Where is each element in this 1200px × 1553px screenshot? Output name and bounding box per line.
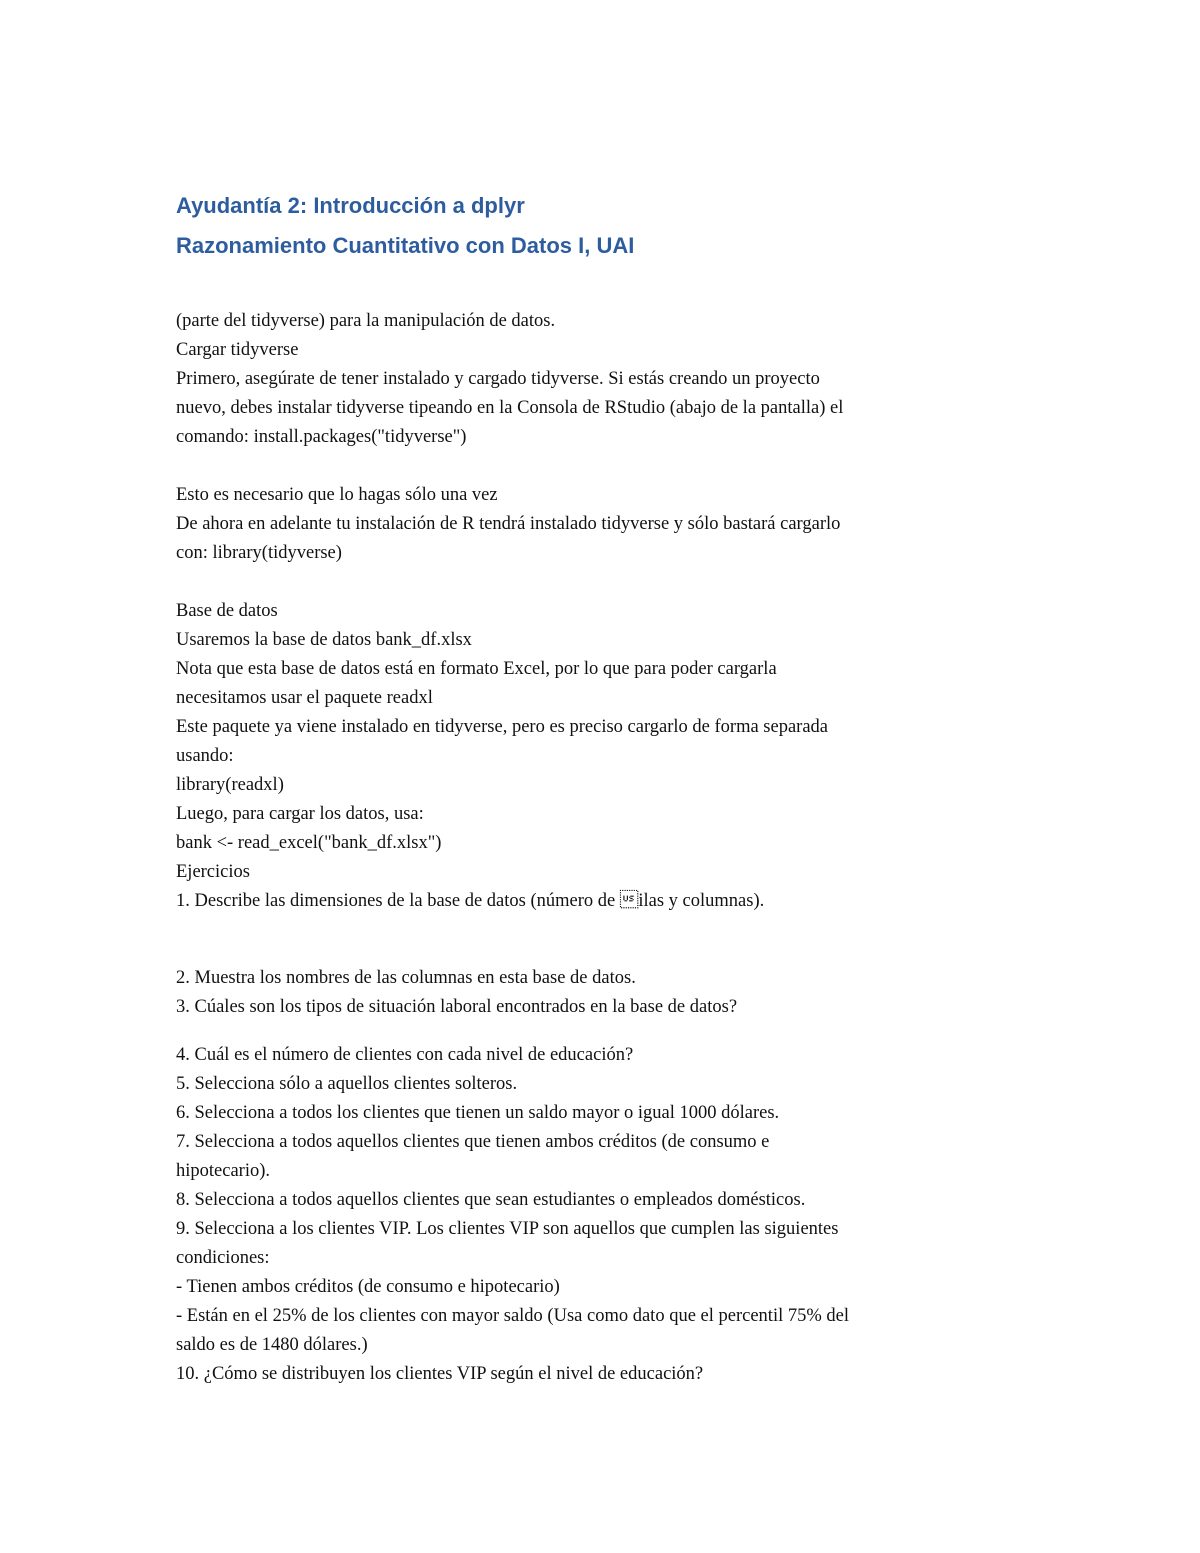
exercise-item: 3. Cúales son los tipos de situación laboral encontrados en la base de datos?	[176, 997, 738, 1017]
document-title: Ayudantía 2: Introducción a dplyr	[176, 193, 525, 218]
exercise-item: 4. Cuál es el número de clientes con cada nivel de educación?	[176, 1045, 634, 1065]
exercise-item: 7. Selecciona a todos aquellos clientes que tienen ambos créditos (de consumo e	[176, 1132, 770, 1152]
body-line: comando: install.packages("tidyverse")	[176, 427, 467, 447]
body-line: Usaremos la base de datos bank_df.xlsx	[176, 630, 472, 650]
section-heading-base-de-datos: Base de datos	[176, 601, 278, 621]
section-heading-ejercicios: Ejercicios	[176, 862, 250, 882]
exercise-item: - Están en el 25% de los clientes con mayor saldo (Usa como dato que el percentil 75% del	[176, 1306, 849, 1326]
body-line: Este paquete ya viene instalado en tidyverse, pero es preciso cargarlo de forma separada	[176, 717, 829, 737]
exercise-item: 9. Selecciona a los clientes VIP. Los clientes VIP son aquellos que cumplen las siguientes	[176, 1219, 839, 1239]
body-line: (parte del tidyverse) para la manipulación de datos.	[176, 311, 556, 331]
exercise-item: 1. Describe las dimensiones de la base de datos (número de ilas y columnas).	[176, 891, 765, 911]
exercise-item: 8. Selecciona a todos aquellos clientes que sean estudiantes o empleados domésticos.	[176, 1190, 806, 1210]
body-line: con: library(tidyverse)	[176, 543, 342, 563]
exercise-item: 5. Selecciona sólo a aquellos clientes solteros.	[176, 1074, 518, 1094]
body-line: necesitamos usar el paquete readxl	[176, 688, 433, 708]
code-line: bank <- read_excel("bank_df.xlsx")	[176, 833, 442, 853]
body-line: De ahora en adelante tu instalación de R tendrá instalado tidyverse y sólo bastará cargarlo	[176, 514, 841, 534]
body-line: Nota que esta base de datos está en formato Excel, por lo que para poder cargarla	[176, 659, 777, 679]
body-line: Primero, asegúrate de tener instalado y cargado tidyverse. Si estás creando un proyecto	[176, 369, 820, 389]
body-line: Esto es necesario que lo hagas sólo una vez	[176, 485, 498, 505]
document-subtitle: Razonamiento Cuantitativo con Datos I, UAI	[176, 233, 635, 258]
exercise-item: saldo es de 1480 dólares.)	[176, 1335, 368, 1355]
exercise-item: condiciones:	[176, 1248, 270, 1268]
exercise-item: 10. ¿Cómo se distribuyen los clientes VIP según el nivel de educación?	[176, 1364, 704, 1384]
exercise-item: 2. Muestra los nombres de las columnas en esta base de datos.	[176, 968, 636, 988]
body-line: nuevo, debes instalar tidyverse tipeando en la Consola de RStudio (abajo de la pantalla) el	[176, 398, 844, 418]
exercise-item: hipotecario).	[176, 1161, 270, 1181]
body-line: usando:	[176, 746, 234, 766]
section-heading-cargar-tidyverse: Cargar tidyverse	[176, 340, 299, 360]
exercise-item: - Tienen ambos créditos (de consumo e hipotecario)	[176, 1277, 560, 1297]
code-line: library(readxl)	[176, 775, 284, 795]
exercise-item: 6. Selecciona a todos los clientes que tienen un saldo mayor o igual 1000 dólares.	[176, 1103, 780, 1123]
body-line: Luego, para cargar los datos, usa:	[176, 804, 424, 824]
